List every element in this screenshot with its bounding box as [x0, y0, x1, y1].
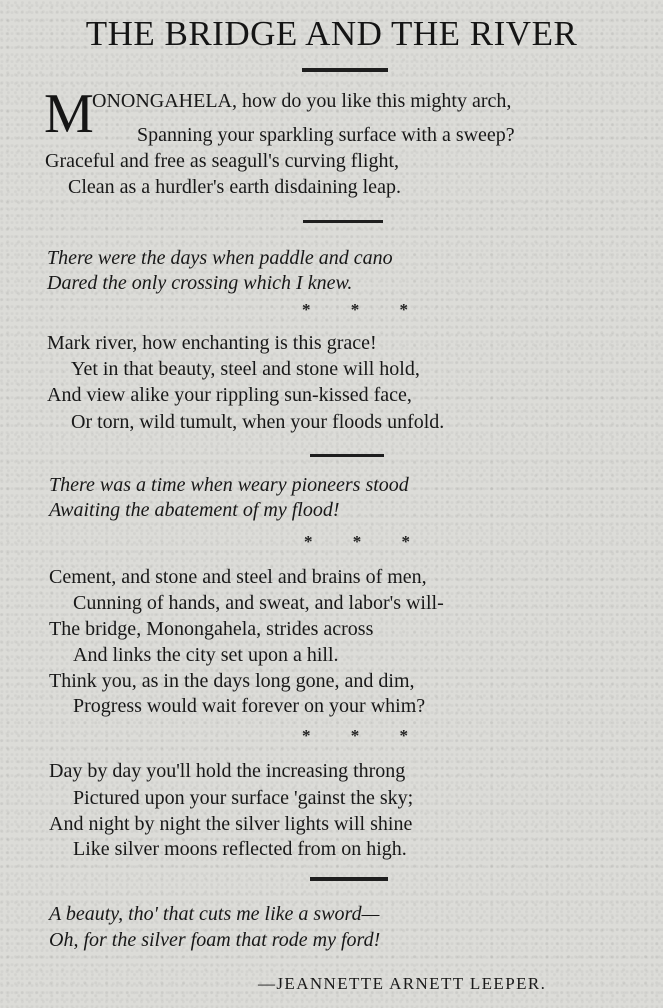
- stanza4-line1: Day by day you'll hold the increasing throng: [49, 760, 406, 782]
- stanza3-line6: Progress would wait forever on your whim?: [73, 695, 426, 717]
- stanza1-line1: ONONGAHELA, how do you like this mighty arch,: [92, 90, 512, 112]
- river2-line1: There was a time when weary pioneers stood: [49, 474, 409, 496]
- stanza3-line3: The bridge, Monongahela, strides across: [49, 618, 374, 640]
- river2-line2: Awaiting the abatement of my flood!: [49, 499, 340, 521]
- stanza4-line2: Pictured upon your surface 'gainst the sky;: [73, 787, 414, 809]
- stanza4-line3: And night by night the silver lights will shine: [49, 813, 413, 835]
- stanza1-line2: Spanning your sparkling surface with a sweep?: [137, 124, 515, 146]
- title-rule: [302, 68, 388, 72]
- river1-line1: There were the days when paddle and cano: [47, 247, 393, 269]
- asterism-2: * * *: [304, 532, 428, 551]
- stanza2-line3: And view alike your rippling sun-kissed face,: [47, 384, 412, 406]
- author-signature: —JEANNETTE ARNETT LEEPER.: [258, 974, 547, 993]
- stanza3-line1: Cement, and stone and steel and brains of men,: [49, 566, 427, 588]
- river1-line2: Dared the only crossing which I knew.: [47, 272, 353, 294]
- stanza2-line1: Mark river, how enchanting is this grace!: [47, 332, 377, 354]
- asterism-1: * * *: [302, 300, 426, 319]
- poem-title: THE BRIDGE AND THE RIVER: [85, 14, 578, 53]
- section-rule-1: [303, 220, 383, 223]
- drop-cap: M: [44, 83, 94, 145]
- river3-line2: Oh, for the silver foam that rode my ford!: [49, 929, 381, 951]
- stanza3-line5: Think you, as in the days long gone, and dim,: [49, 670, 415, 692]
- stanza4-line4: Like silver moons reflected from on high.: [73, 838, 407, 860]
- river3-line1: A beauty, tho' that cuts me like a sword—: [49, 903, 380, 925]
- section-rule-2: [310, 454, 384, 457]
- stanza1-line3: Graceful and free as seagull's curving flight,: [45, 150, 400, 172]
- asterism-3: * * *: [302, 726, 426, 745]
- stanza2-line4: Or torn, wild tumult, when your floods unfold.: [71, 411, 445, 433]
- stanza2-line2: Yet in that beauty, steel and stone will hold,: [71, 358, 420, 380]
- section-rule-3: [310, 877, 388, 881]
- stanza3-line2: Cunning of hands, and sweat, and labor's will-: [73, 592, 444, 614]
- stanza3-line4: And links the city set upon a hill.: [73, 644, 339, 666]
- stanza1-line4: Clean as a hurdler's earth disdaining leap.: [68, 176, 401, 198]
